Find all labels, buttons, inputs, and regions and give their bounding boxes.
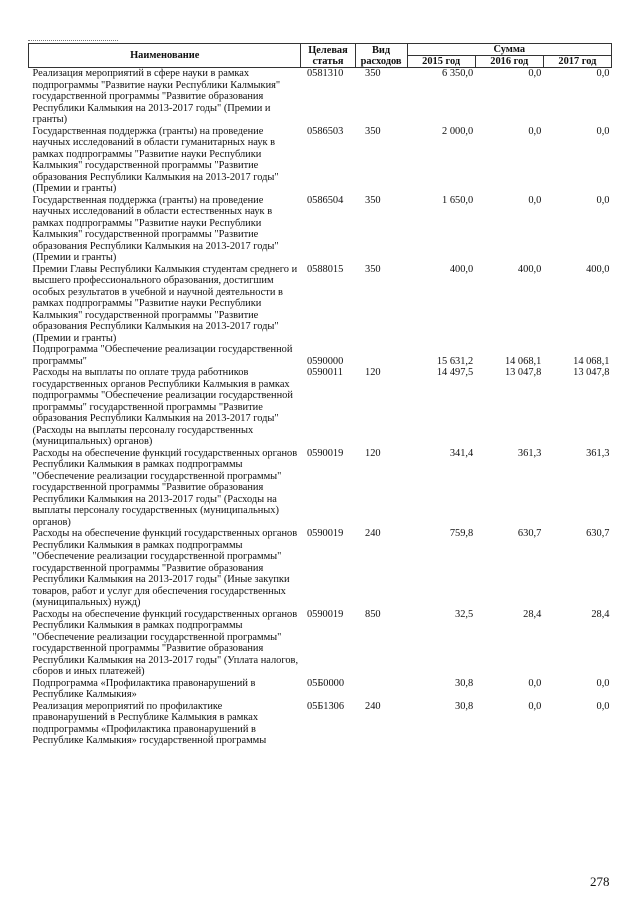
row-sum-2017: 0,0 <box>596 125 610 137</box>
row-sum-2016: 0,0 <box>528 700 542 712</box>
row-sum-2015: 32,5 <box>455 608 474 620</box>
header-sum: Сумма <box>407 44 611 56</box>
row-kind: 120 <box>365 367 381 378</box>
table-row <box>29 68 612 126</box>
header-year-2016: 2016 год <box>475 56 543 68</box>
row-sum-2017: 28,4 <box>591 608 610 620</box>
table-row <box>29 609 612 678</box>
row-sum-2015: 6 350,0 <box>442 68 474 79</box>
row-sum-2017: 361,3 <box>586 447 610 459</box>
row-name: Расходы на обеспечение функций государственных органов Республики Калмыкия в рамках подпрограммы "Обеспечение реализации государственной программы" государственной программы "Развитие образования Республики Калмыкия на 2013-2017 годы" (Иные закупки товаров, работ и услуг для обеспечения государственных (муниципальных) нужд) <box>32 528 298 608</box>
table-row <box>29 195 612 264</box>
row-sum-2017: 0,0 <box>596 677 610 689</box>
header-code <box>301 44 355 68</box>
table-row <box>29 678 612 701</box>
row-sum-2017: 400,0 <box>586 263 610 275</box>
row-kind: 350 <box>365 194 381 206</box>
table-row <box>29 701 612 747</box>
row-name: Расходы на выплаты по оплате труда работников государственных органов Республики Калмыкия в рамках подпрограммы "Обеспечение реализации государственной программы" государственной программы "Развитие образования Республики Калмыкия на 2013-2017 годы" (Расходы на выплаты персоналу государственных (муниципальных) органов) <box>32 367 293 447</box>
header-year-2017: 2017 год <box>543 56 611 68</box>
table-header <box>29 44 612 68</box>
row-sum-2015: 15 631,2 <box>436 355 474 367</box>
row-kind: 120 <box>365 447 381 459</box>
row-sum-2016: 0,0 <box>528 125 542 137</box>
row-sum-2015: 759,8 <box>449 528 474 539</box>
row-name: Реализация мероприятий в сфере науки в рамках подпрограммы "Развитие науки Республики Калмыкия" государственной программы "Развитие образования Республики Калмыкия на 2013-2017 годы" (Премии и гранты) <box>32 68 281 125</box>
row-sum-2015: 400,0 <box>449 263 474 275</box>
row-sum-2017: 14 068,1 <box>573 355 610 367</box>
row-kind <box>355 678 407 701</box>
page-number: 278 <box>590 874 610 889</box>
row-name: Государственная поддержка (гранты) на проведение научных исследований в области естественных наук в рамках подпрограммы "Развитие науки Республики Калмыкия" государственной программы "Развитие образования Республики Калмыкия на 2013-2017 годы" (Премии и гранты) <box>32 194 279 263</box>
header-kind-label: Вид расходов <box>360 44 402 67</box>
row-sum-2015: 30,8 <box>455 677 474 689</box>
row-sum-2016: 28,4 <box>523 608 542 620</box>
budget-table <box>28 43 612 747</box>
header-code-label: Целевая статья <box>308 44 348 67</box>
row-code: 0590000 <box>306 355 344 367</box>
row-code: 0588015 <box>306 263 344 275</box>
row-code: 05Б1306 <box>306 700 345 712</box>
row-sum-2015: 30,8 <box>455 700 474 712</box>
row-kind: 350 <box>365 68 381 79</box>
row-name: Премии Главы Республики Калмыкия студентам среднего и высшего профессионального образования, достигшим особых результатов в учебной и научной деятельности в рамках подпрограммы "Развитие науки Республики Калмыкия" государственной программы "Развитие образования Республики Калмыкия на 2013-2017 годы" (Премии и гранты) <box>32 263 298 344</box>
row-name: Реализация мероприятий по профилактике правонарушений в Республике Калмыкия в рамках подпрограммы «Профилактика правонарушений в Республике Калмыкия» государственной программы <box>32 700 267 746</box>
top-dotted-rule <box>28 40 118 41</box>
row-sum-2016: 14 068,1 <box>504 355 542 367</box>
row-name: Государственная поддержка (гранты) на проведение научных исследований в области гуманитарных наук в рамках подпрограммы "Развитие науки Республики Калмыкия" государственной программы "Развитие образования Республики Калмыкия на 2013-2017 годы" (Премии и гранты) <box>32 125 279 194</box>
row-sum-2016: 13 047,8 <box>504 367 542 378</box>
row-sum-2015: 2 000,0 <box>442 125 474 137</box>
row-name: Расходы на обеспечение функций государственных органов Республики Калмыкия в рамках подпрограммы "Обеспечение реализации государственной программы" государственной программы "Развитие образования Республики Калмыкия на 2013-2017 годы" (Уплата налогов, сборов и иных платежей) <box>32 608 299 677</box>
row-kind <box>355 344 407 367</box>
row-sum-2016: 0,0 <box>528 68 542 79</box>
row-code: 0590019 <box>306 608 344 620</box>
table-row <box>29 528 612 609</box>
row-sum-2017: 630,7 <box>586 528 610 539</box>
row-sum-2016: 630,7 <box>517 528 542 539</box>
row-sum-2016: 400,0 <box>517 263 542 275</box>
row-sum-2017: 13 047,8 <box>573 367 610 378</box>
row-sum-2017: 0,0 <box>596 194 610 206</box>
header-kind <box>355 44 407 68</box>
row-kind: 350 <box>365 263 381 275</box>
row-kind: 850 <box>365 608 381 620</box>
table-row <box>29 264 612 345</box>
table-body <box>29 68 612 747</box>
row-code: 0590019 <box>306 447 344 459</box>
row-sum-2016: 0,0 <box>528 677 542 689</box>
row-name: Расходы на обеспечение функций государственных органов Республики Калмыкия в рамках подпрограммы "Обеспечение реализации государственной программы" государственной программы "Развитие образования Республики Калмыкия на 2013-2017 годы" (Расходы на выплаты персоналу государственных (муниципальных) органов) <box>32 447 298 528</box>
header-year-2015: 2015 год <box>407 56 475 68</box>
row-sum-2015: 14 497,5 <box>436 367 474 378</box>
row-name: Подпрограмма «Профилактика правонарушений в Республике Калмыкия» <box>32 677 256 700</box>
row-kind: 240 <box>365 528 381 539</box>
row-sum-2016: 361,3 <box>517 447 542 459</box>
row-code: 0586504 <box>306 194 344 206</box>
row-kind: 240 <box>365 700 381 712</box>
table-row <box>29 448 612 529</box>
row-code: 0590011 <box>306 367 343 378</box>
row-code: 0581310 <box>306 68 344 79</box>
row-sum-2017: 0,0 <box>596 700 610 712</box>
table-row <box>29 126 612 195</box>
table-row <box>29 367 612 448</box>
row-sum-2015: 341,4 <box>449 447 474 459</box>
row-sum-2017: 0,0 <box>596 68 610 79</box>
row-code: 0586503 <box>306 125 344 137</box>
row-code: 05Б0000 <box>306 677 345 689</box>
row-kind: 350 <box>365 125 381 137</box>
row-code: 0590019 <box>306 528 344 539</box>
table-row <box>29 344 612 367</box>
row-sum-2015: 1 650,0 <box>442 194 474 206</box>
row-sum-2016: 0,0 <box>528 194 542 206</box>
row-name: Подпрограмма "Обеспечение реализации государственной программы" <box>32 344 293 367</box>
header-name: Наименование <box>29 44 301 68</box>
